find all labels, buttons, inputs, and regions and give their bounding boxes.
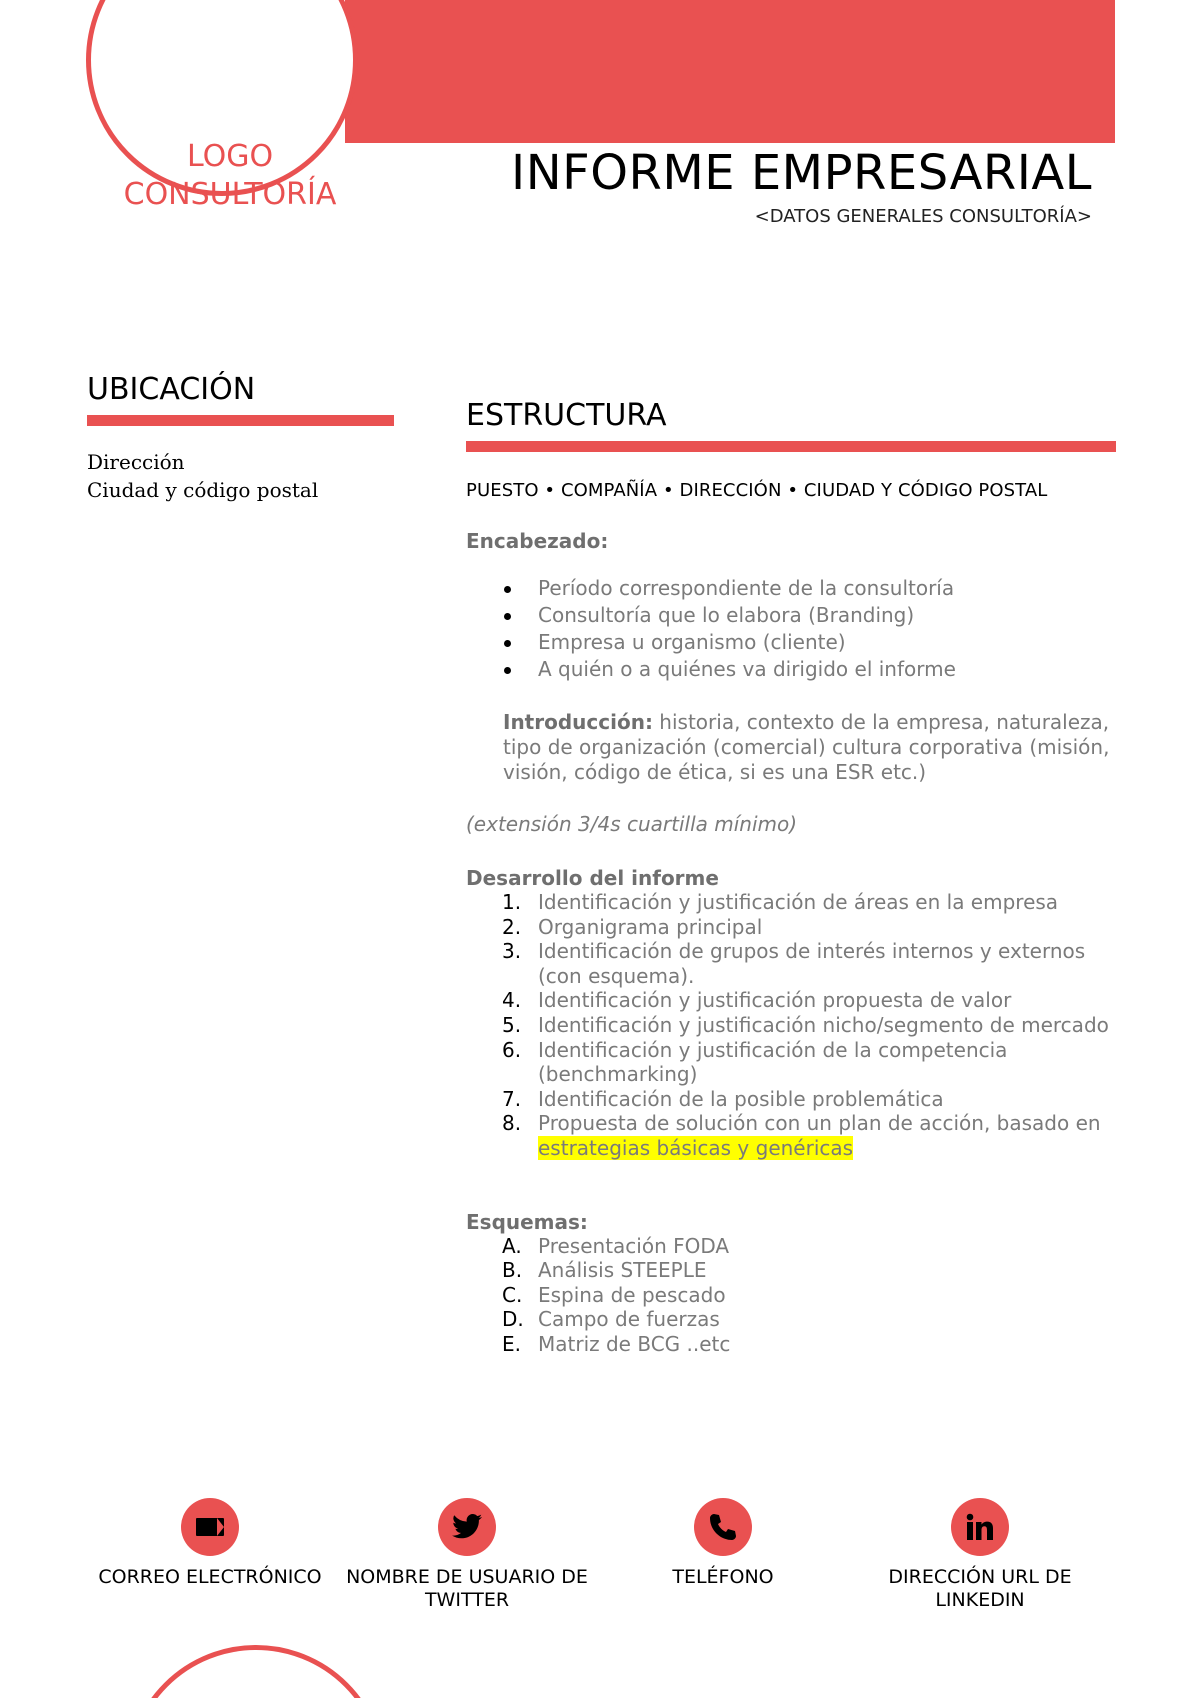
encabezado-item bbox=[504, 629, 1116, 656]
structure-rule bbox=[466, 441, 1116, 452]
desarrollo-item-number: 1. bbox=[502, 890, 522, 914]
desarrollo-list bbox=[502, 890, 1116, 1161]
extension-note: (extensión 3/4s cuartilla mínimo) bbox=[466, 812, 798, 836]
bullet-icon bbox=[504, 586, 511, 593]
address-line: Dirección bbox=[87, 450, 185, 474]
bullet-icon bbox=[504, 667, 511, 674]
contact-email[interactable] bbox=[85, 1498, 335, 1589]
esquemas-item-number: E. bbox=[502, 1331, 521, 1356]
intro-label: Introducción: bbox=[503, 710, 653, 734]
contact-linkedin-label: DIRECCIÓN URL DE LINKEDIN bbox=[888, 1566, 1072, 1611]
location-section bbox=[87, 372, 394, 504]
desarrollo-item-number: 2. bbox=[502, 914, 522, 939]
esquemas-item-number: C. bbox=[502, 1282, 523, 1307]
desarrollo-item bbox=[502, 1111, 1116, 1160]
esquemas-heading: Esquemas: bbox=[466, 1209, 588, 1234]
esquemas-item-text: Análisis STEEPLE bbox=[538, 1258, 707, 1283]
contact-phone-label: TELÉFONO bbox=[672, 1566, 774, 1588]
desarrollo-item-number: 4. bbox=[502, 988, 522, 1013]
desarrollo-item-text: Organigrama principal bbox=[538, 914, 763, 939]
esquemas-item bbox=[502, 1234, 1116, 1259]
bullet-icon bbox=[504, 613, 511, 620]
report-subtitle: <DATOS GENERALES CONSULTORÍA> bbox=[754, 206, 1092, 227]
encabezado-item-text: Consultoría que lo elabora (Branding) bbox=[538, 603, 915, 627]
desarrollo-item bbox=[502, 890, 1116, 915]
desarrollo-item-text: Identificación y justificación de la competencia (benchmarking) bbox=[538, 1037, 1008, 1087]
esquemas-item bbox=[502, 1332, 1116, 1357]
desarrollo-item bbox=[502, 1087, 1116, 1112]
encabezado-list bbox=[504, 575, 1116, 683]
esquemas-item-number: A. bbox=[502, 1233, 522, 1258]
location-rule bbox=[87, 415, 394, 426]
city-postal-line: Ciudad y código postal bbox=[87, 478, 319, 502]
intro-text: historia, contexto de la empresa, naturaleza, tipo de organización (comercial) cultura corporativa (misión, visión, código de ética, si es una ESR etc.) bbox=[503, 710, 1110, 784]
encabezado-item-text: A quién o a quiénes va dirigido el informe bbox=[538, 657, 956, 681]
address-block bbox=[87, 448, 394, 504]
contact-email-label: CORREO ELECTRÓNICO bbox=[98, 1566, 322, 1588]
highlighted-text: estrategias básicas y genéricas bbox=[538, 1135, 854, 1160]
desarrollo-item-number: 5. bbox=[502, 1012, 522, 1037]
contact-bar bbox=[85, 1498, 1120, 1618]
encabezado-item-text: Período correspondiente de la consultoría bbox=[538, 576, 955, 600]
encabezado-item bbox=[504, 602, 1116, 629]
desarrollo-item-number: 7. bbox=[502, 1086, 522, 1111]
linkedin-icon bbox=[951, 1498, 1009, 1556]
report-title: INFORME EMPRESARIAL bbox=[511, 145, 1092, 201]
desarrollo-item-number: 8. bbox=[502, 1111, 522, 1136]
desarrollo-item-text: Propuesta de solución con un plan de acción, basado en bbox=[538, 1111, 1101, 1136]
desarrollo-item bbox=[502, 988, 1116, 1013]
header-band bbox=[345, 0, 1115, 143]
logo-placeholder: LOGO CONSULTORÍA bbox=[123, 139, 337, 212]
location-heading: UBICACIÓN bbox=[87, 372, 256, 407]
esquemas-item bbox=[502, 1258, 1116, 1283]
esquemas-item-text: Campo de fuerzas bbox=[538, 1307, 720, 1332]
esquemas-list bbox=[502, 1234, 1116, 1357]
envelope-icon bbox=[181, 1498, 239, 1556]
introduction-paragraph bbox=[503, 710, 1116, 785]
esquemas-item-text: Presentación FODA bbox=[538, 1233, 730, 1258]
esquemas-item-number: D. bbox=[502, 1307, 524, 1332]
esquemas-item bbox=[502, 1283, 1116, 1308]
phone-icon bbox=[694, 1498, 752, 1556]
desarrollo-item-text: Identificación y justificación propuesta de valor bbox=[538, 988, 1012, 1013]
structure-section bbox=[466, 398, 1116, 1357]
contact-twitter[interactable] bbox=[342, 1498, 592, 1612]
desarrollo-item-text: Identificación de grupos de interés internos y externos (con esquema). bbox=[538, 939, 1086, 988]
decorative-bottom-circle bbox=[126, 1645, 386, 1698]
encabezado-heading: Encabezado: bbox=[466, 529, 609, 553]
esquemas-item-text: Espina de pescado bbox=[538, 1282, 726, 1307]
position-meta-line: PUESTO • COMPAÑÍA • DIRECCIÓN • CIUDAD Y CÓDIGO POSTAL bbox=[466, 480, 1048, 501]
desarrollo-heading: Desarrollo del informe bbox=[466, 866, 719, 890]
desarrollo-item bbox=[502, 1013, 1116, 1038]
encabezado-item bbox=[504, 656, 1116, 683]
desarrollo-item-number: 3. bbox=[502, 939, 522, 964]
esquemas-item-text: Matriz de BCG ..etc bbox=[538, 1331, 731, 1356]
encabezado-item-text: Empresa u organismo (cliente) bbox=[538, 630, 846, 654]
bullet-icon bbox=[504, 640, 511, 647]
twitter-icon bbox=[438, 1498, 496, 1556]
desarrollo-item-text: Identificación de la posible problemática bbox=[538, 1086, 944, 1111]
contact-phone[interactable] bbox=[598, 1498, 848, 1589]
desarrollo-item bbox=[502, 915, 1116, 940]
desarrollo-item-text: Identificación y justificación nicho/segmento de mercado bbox=[538, 1012, 1109, 1037]
desarrollo-item-text: Identificación y justificación de áreas en la empresa bbox=[538, 890, 1059, 914]
esquemas-item-number: B. bbox=[502, 1258, 523, 1283]
desarrollo-item-number: 6. bbox=[502, 1037, 522, 1062]
structure-heading: ESTRUCTURA bbox=[466, 398, 667, 433]
contact-linkedin[interactable] bbox=[855, 1498, 1105, 1612]
desarrollo-item bbox=[502, 939, 1116, 988]
esquemas-item bbox=[502, 1307, 1116, 1332]
desarrollo-item bbox=[502, 1038, 1116, 1087]
encabezado-item bbox=[504, 575, 1116, 602]
contact-twitter-label: NOMBRE DE USUARIO DE TWITTER bbox=[346, 1566, 588, 1611]
